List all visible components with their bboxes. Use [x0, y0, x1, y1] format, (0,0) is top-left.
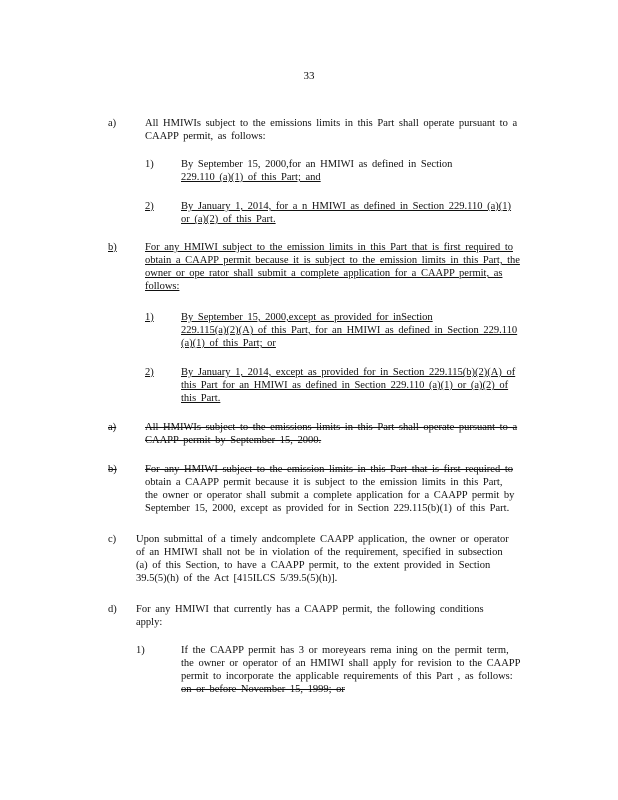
struck-section-b-text: For any HMIWI subject to the emission limits in this Part that is first required to obtain a CAAPP permit because it is subject to the emission limits in this Part, the owner or operator shall submit a complete application for a CAAPP permit by September 15, 2000, except as provided for in Section 229.115(b)(1) of this Part.: [145, 464, 515, 514]
section-a-item-2-label: 2): [145, 201, 154, 212]
section-d-label: d): [108, 604, 117, 615]
section-a-item-2-text: By January 1, 2014, for a n HMIWI as defined in Section 229.110 (a)(1) or (a)(2) of this Part.: [181, 201, 512, 225]
section-c-text: Upon submittal of a timely andcomplete CAAPP application, the owner or operator of an HMIWI shall not be in violation of the requirement, specified in subsection (a) of this Section, to have a CAAPP permit, to the extent provided in Section 39.5(5)(h) of the Act [415ILCS 5/39.5(5)(h)].: [136, 534, 509, 584]
section-d-item-1-label: 1): [136, 645, 145, 656]
section-b-item-2-text: By January 1, 2014, except as provided for in Section 229.115(b)(2)(A) of this Part for an HMIWI as defined in Section 229.110 (a)(1) or (a)(2) of this Part.: [181, 367, 516, 404]
struck-section-b-label: b): [108, 464, 117, 475]
section-a-label: a): [108, 118, 117, 129]
section-c-label: c): [108, 534, 117, 545]
page-number: 33: [303, 70, 315, 82]
section-b-item-2-label: 2): [145, 367, 154, 378]
section-b-label: b): [108, 242, 117, 253]
section-b-item-1-label: 1): [145, 312, 154, 323]
struck-section-a-text: All HMIWIs subject to the emissions limits in this Part shall operate pursuant to a CAAPP permit by September 15, 2000.: [145, 422, 518, 446]
section-d-text: For any HMIWI that currently has a CAAPP permit, the following conditions apply:: [136, 604, 484, 628]
section-a-text: All HMIWIs subject to the emissions limits in this Part shall operate pursuant to a CAAPP permit, as follows:: [145, 118, 518, 142]
section-d-item-1-text: If the CAAPP permit has 3 or moreyears rema ining on the permit term, the owner or operator of an HMIWI shall apply for revision to the CAAPP permit to incorporate the applicable requirements of this Part , as follows: on or before November 15, 1999; or: [181, 645, 521, 695]
section-b-text: For any HMIWI subject to the emission limits in this Part that is first required to obtain a CAAPP permit because it is subject to the emission limits in this Part, the owner or ope rator shall submit a complete application for a CAAPP permit, as follows:: [145, 242, 520, 292]
section-a-item-1-text: By September 15, 2000,for an HMIWI as defined in Section 229.110 (a)(1) of this Part; and: [181, 159, 453, 183]
struck-section-a-label: a): [108, 422, 117, 433]
section-a-item-1-label: 1): [145, 159, 154, 170]
section-b-item-1-text: By September 15, 2000,except as provided for inSection 229.115(a)(2)(A) of this Part, for an HMIWI as defined in Section 229.110 (a)(1) of this Part; or: [181, 312, 518, 349]
